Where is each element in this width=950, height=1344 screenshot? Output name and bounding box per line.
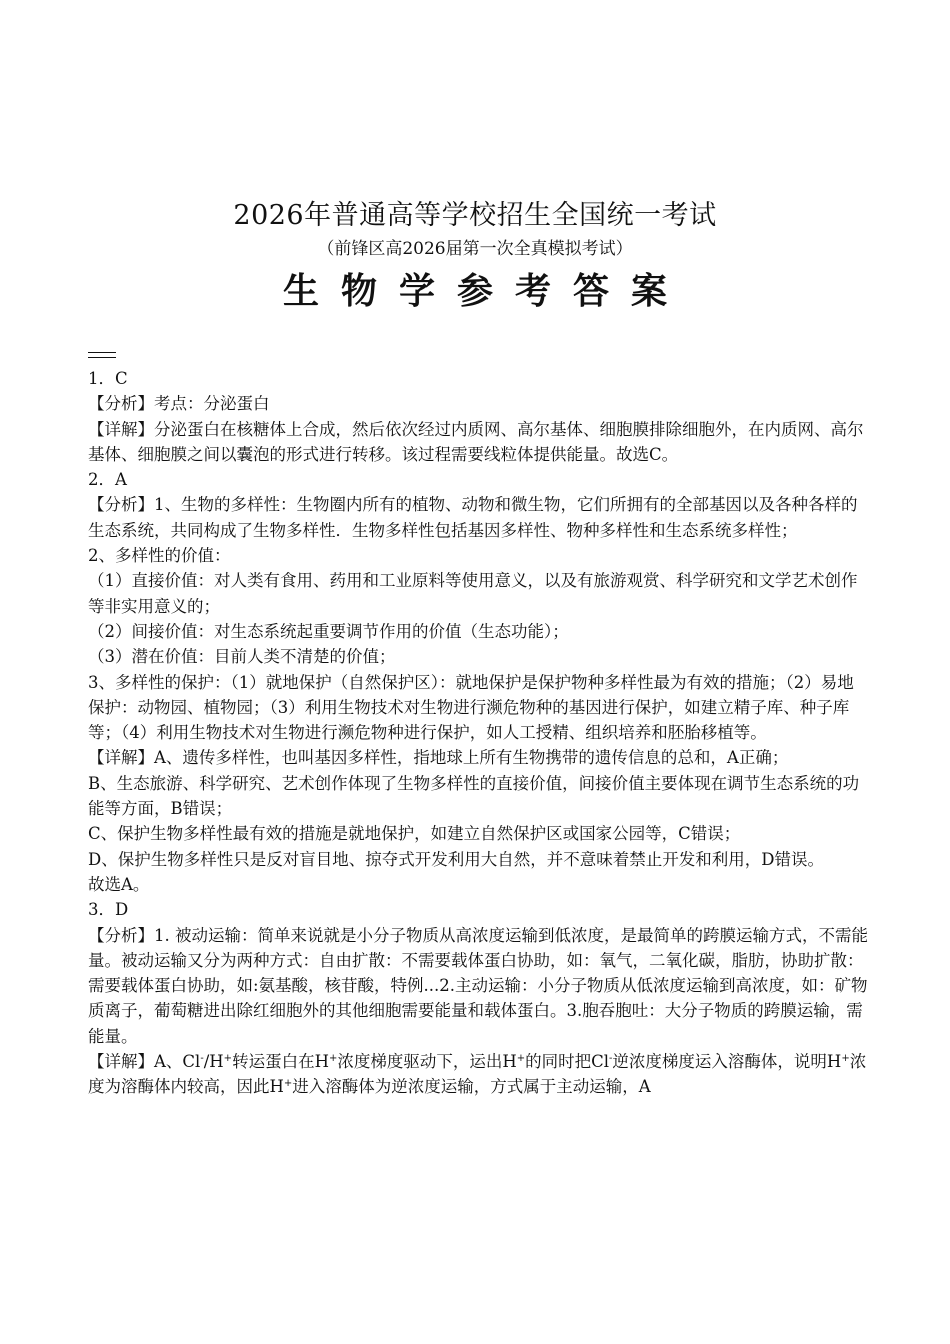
answer-line: 故选A。 (88, 874, 150, 894)
text-run: 进入溶酶体为逆浓度运输，方式属于主动运输，A (292, 1077, 651, 1097)
superscript: - (200, 1053, 204, 1065)
answer-line: 3、多样性的保护：（1）就地保护（自然保护区）：就地保护是保护物种多样性最为有效的措施；（2）易地保护：动物园、植物园；（3）利用生物技术对生物进行濒危物种的基因进行保护，如建立精子库、种子库等；（4）利用生物技术对生物进行濒危物种进行保护，如人工授精、组织培养和胚胎移植等。 (88, 672, 854, 743)
answer-line: D、保护生物多样性只是反对盲目地、掠夺式开发利用大自然，并不意味着禁止开发和利用，D错误。 (88, 849, 824, 869)
text-run: 【详解】A、Cl (88, 1052, 201, 1072)
answer-line: 2．A (88, 470, 127, 490)
superscript: - (609, 1053, 613, 1065)
text-run: 浓度为溶酶体内较高，因此H (88, 1052, 867, 1097)
exam-subtitle: （前锋区高2026届第一次全真模拟考试） (317, 239, 633, 259)
divider-rule (88, 352, 116, 358)
answer-line: 3．D (88, 900, 129, 920)
answer-line: 【分析】1、生物的多样性：生物圈内所有的植物、动物和微生物，它们所拥有的全部基因以及各种各样的生态系统，共同构成了生物多样性．生物多样性包括基因多样性、物种多样性和生态系统多样性； (88, 495, 858, 540)
answer-line: （1）直接价值：对人类有食用、药用和工业原料等使用意义，以及有旅游观赏、科学研究和文学艺术创作等非实用意义的； (88, 571, 858, 616)
answer-content (88, 366, 868, 1100)
answer-line: 【分析】1. 被动运输：简单来说就是小分子物质从高浓度运输到低浓度，是最简单的跨膜运输方式，不需能量。被动运输又分为两种方式：自由扩散：不需要载体蛋白协助，如：氧气，二氧化碳，脂肪，协助扩散：需要载体蛋白协助，如:氨基酸，核苷酸，特例...2.主动运输：小分子物质从低浓度运输到高浓度，如：矿物质离子，葡萄糖进出除红细胞外的其他细胞需要能量和载体蛋白。3.胞吞胞吐：大分子物质的跨膜运输，需能量。 (88, 925, 868, 1046)
answer-line-detail-3 (88, 1049, 868, 1100)
superscript: + (841, 1053, 850, 1065)
superscript: + (283, 1078, 293, 1090)
document-header (0, 198, 950, 316)
answer-line: 【详解】分泌蛋白在核糖体上合成，然后依次经过内质网、高尔基体、细胞膜排除细胞外，在内质网、高尔基体、细胞膜之间以囊泡的形式进行转移。该过程需要线粒体提供能量。故选C。 (88, 419, 864, 464)
text-run: /H (203, 1052, 224, 1072)
text-run: 逆浓度梯度运入溶酶体，说明H (612, 1052, 842, 1072)
answer-line: 【分析】考点：分泌蛋白 (88, 394, 270, 414)
answer-line: 【详解】A、遗传多样性，也叫基因多样性，指地球上所有生物携带的遗传信息的总和，A正确； (88, 748, 789, 768)
answer-line: 1．C (88, 369, 128, 388)
superscript: + (223, 1053, 233, 1065)
exam-title: 2026年普通高等学校招生全国统一考试 (233, 200, 717, 231)
text-run: 转运蛋白在H (232, 1052, 329, 1072)
answer-line: C、保护生物多样性最有效的措施是就地保护，如建立自然保护区或国家公园等，C错误； (88, 824, 741, 844)
answer-line: （3）潜在价值：目前人类不清楚的价值； (88, 647, 396, 667)
subject-title: 生物学参考答案 (282, 271, 689, 312)
superscript: + (328, 1053, 338, 1065)
answer-line: （2）间接价值：对生态系统起重要调节作用的价值（生态功能）； (88, 621, 569, 641)
answer-line: B、生态旅游、科学研究、艺术创作体现了生物多样性的直接价值，间接价值主要体现在调节生态系统的功能等方面，B错误； (88, 773, 860, 819)
answer-line: 2、多样性的价值： (88, 546, 231, 566)
text-run: 的同时把Cl (525, 1052, 610, 1072)
text-run: 浓度梯度驱动下，运出H (337, 1052, 517, 1072)
superscript: + (516, 1053, 526, 1065)
